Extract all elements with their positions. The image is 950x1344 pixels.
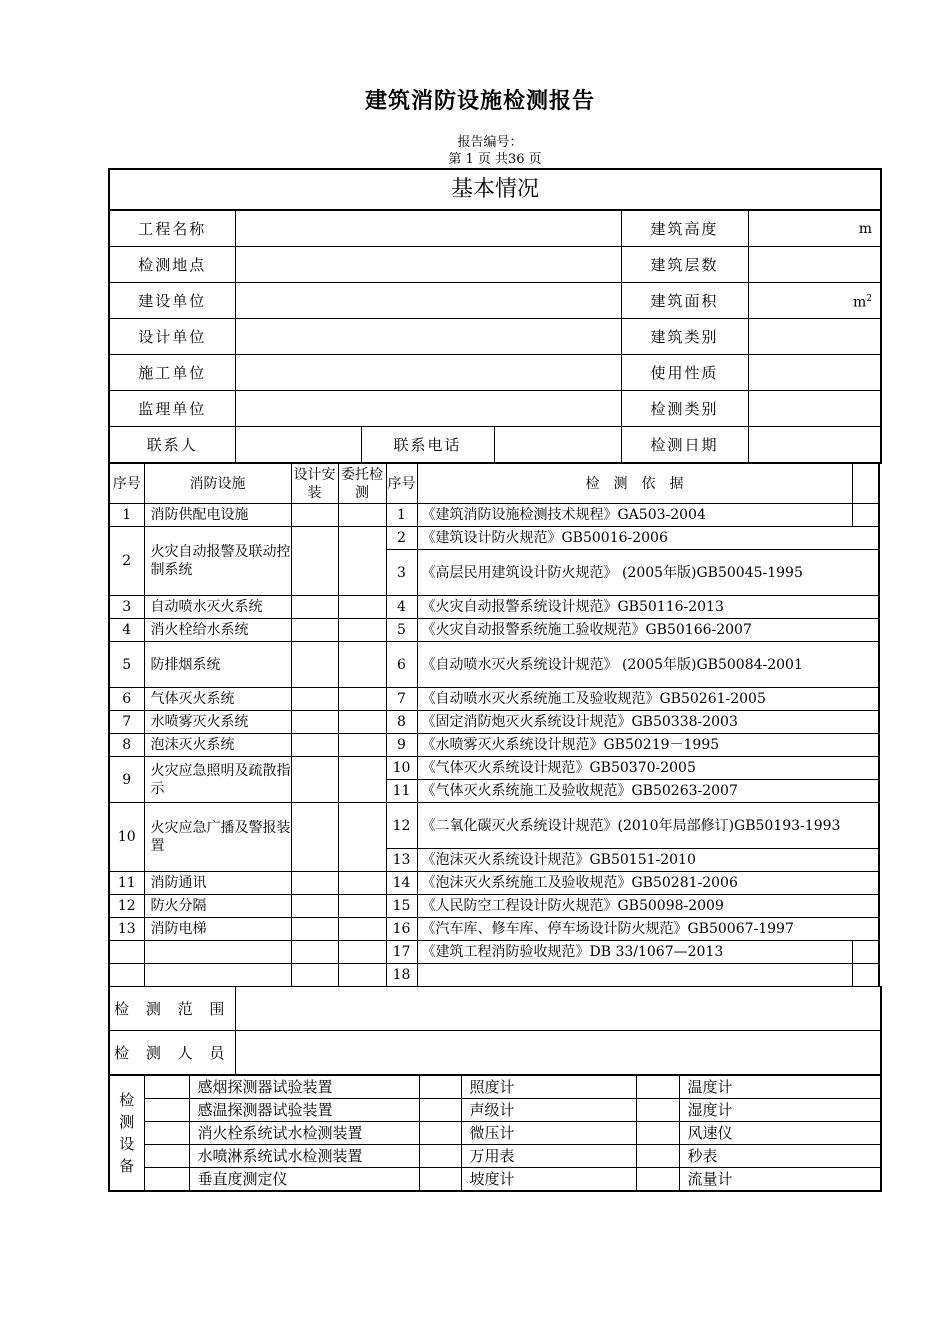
equipment-check[interactable] — [144, 1122, 189, 1145]
ref-text: 《汽车库、修车库、停车场设计防火规范》GB50067-1997 — [417, 918, 879, 941]
ref-text: 《高层民用建筑设计防火规范》 (2005年版)GB50045-1995 — [417, 550, 879, 596]
design-install-check[interactable] — [291, 803, 338, 872]
equipment-check[interactable] — [636, 1168, 679, 1192]
category-value[interactable] — [748, 319, 881, 355]
ref-text[interactable] — [417, 964, 852, 987]
height-value[interactable] — [748, 210, 881, 247]
scope-value[interactable] — [235, 987, 881, 1031]
facility-name: 消火栓给水系统 — [144, 619, 291, 642]
equipment-item: 温度计 — [679, 1076, 881, 1099]
ref-no: 6 — [386, 642, 417, 688]
equipment-item: 坡度计 — [461, 1168, 636, 1192]
ref-no: 11 — [386, 780, 417, 803]
ref-text: 《人民防空工程设计防火规范》GB50098-2009 — [417, 895, 879, 918]
facility-table — [108, 463, 880, 987]
ref-no: 5 — [386, 619, 417, 642]
ref-extra — [852, 504, 879, 527]
equipment-item: 微压计 — [461, 1122, 636, 1145]
commission-test-check[interactable] — [338, 527, 386, 596]
equipment-item: 声级计 — [461, 1099, 636, 1122]
ref-no: 9 — [386, 734, 417, 757]
ref-no: 1 — [386, 504, 417, 527]
facility-name: 泡沫灭火系统 — [144, 734, 291, 757]
equipment-check[interactable] — [144, 1145, 189, 1168]
commission-test-check[interactable] — [338, 619, 386, 642]
header-design-install: 设计安装 — [291, 464, 338, 504]
ref-text: 《建筑设计防火规范》GB50016-2006 — [417, 527, 879, 550]
header-blank — [852, 464, 879, 504]
ref-no: 15 — [386, 895, 417, 918]
equipment-item: 消火栓系统试水检测装置 — [189, 1122, 419, 1145]
equipment-item: 照度计 — [461, 1076, 636, 1099]
ref-no: 2 — [386, 527, 417, 550]
facility-name: 火灾应急照明及疏散指示 — [144, 757, 291, 803]
ref-text: 《水喷雾灭火系统设计规范》GB50219－1995 — [417, 734, 879, 757]
category-label: 建筑类别 — [621, 319, 748, 355]
facility-name: 消防电梯 — [144, 918, 291, 941]
equipment-check[interactable] — [636, 1076, 679, 1099]
ref-text: 《自动喷水灭火系统施工及验收规范》GB50261-2005 — [417, 688, 879, 711]
facility-name-blank[interactable] — [144, 964, 291, 987]
ref-no: 17 — [386, 941, 417, 964]
equipment-item: 感温探测器试验装置 — [189, 1099, 419, 1122]
basic-info-table — [108, 168, 882, 464]
area-unit-sup: 2 — [866, 293, 873, 304]
designer-label: 设计单位 — [109, 319, 235, 355]
commission-test-check[interactable] — [338, 964, 386, 987]
equipment-check[interactable] — [636, 1099, 679, 1122]
facility-no: 12 — [109, 895, 144, 918]
facility-name-blank[interactable] — [144, 941, 291, 964]
commission-test-check[interactable] — [338, 688, 386, 711]
facility-no: 2 — [109, 527, 144, 596]
facility-no: 13 — [109, 918, 144, 941]
ref-no: 7 — [386, 688, 417, 711]
facility-no: 11 — [109, 872, 144, 895]
location-value[interactable] — [235, 247, 621, 283]
facility-name: 火灾自动报警及联动控制系统 — [144, 527, 291, 596]
ref-no: 4 — [386, 596, 417, 619]
usage-value[interactable] — [748, 355, 881, 391]
equipment-check[interactable] — [636, 1122, 679, 1145]
floors-label: 建筑层数 — [621, 247, 748, 283]
ref-no: 8 — [386, 711, 417, 734]
height-label: 建筑高度 — [621, 210, 748, 247]
test-date-value[interactable] — [748, 427, 881, 464]
facility-name: 自动喷水灭火系统 — [144, 596, 291, 619]
contact-value[interactable] — [235, 427, 361, 464]
design-install-check[interactable] — [291, 527, 338, 596]
header-facility: 消防设施 — [144, 464, 291, 504]
header-seq2: 序号 — [386, 464, 417, 504]
design-install-check[interactable] — [291, 504, 338, 527]
ref-no: 18 — [386, 964, 417, 987]
equipment-table — [108, 1075, 882, 1192]
test-type-label: 检测类别 — [621, 391, 748, 427]
builder-label: 建设单位 — [109, 283, 235, 319]
facility-no: 5 — [109, 642, 144, 688]
ref-no: 3 — [386, 550, 417, 596]
project-name-value[interactable] — [235, 210, 621, 247]
facility-name: 水喷雾灭火系统 — [144, 711, 291, 734]
ref-text: 《气体灭火系统施工及验收规范》GB50263-2007 — [417, 780, 879, 803]
designer-value[interactable] — [235, 319, 621, 355]
design-install-check[interactable] — [291, 596, 338, 619]
ref-text: 《泡沫灭火系统施工及验收规范》GB50281-2006 — [417, 872, 879, 895]
test-date-label: 检测日期 — [621, 427, 748, 464]
equipment-check[interactable] — [419, 1076, 461, 1099]
equipment-check[interactable] — [144, 1099, 189, 1122]
phone-value[interactable] — [494, 427, 621, 464]
ref-text: 《火灾自动报警系统施工验收规范》GB50166-2007 — [417, 619, 879, 642]
scope-personnel-table — [108, 986, 882, 1075]
page-info: 第 1 页 共36 页 — [448, 152, 542, 167]
equipment-check[interactable] — [419, 1145, 461, 1168]
commission-test-check[interactable] — [338, 642, 386, 688]
facility-no: 3 — [109, 596, 144, 619]
facility-no-blank — [109, 941, 144, 964]
commission-test-check[interactable] — [338, 895, 386, 918]
design-install-check[interactable] — [291, 688, 338, 711]
height-unit: m — [858, 220, 873, 237]
ref-no: 16 — [386, 918, 417, 941]
facility-no: 1 — [109, 504, 144, 527]
commission-test-check[interactable] — [338, 941, 386, 964]
design-install-check[interactable] — [291, 642, 338, 688]
commission-test-check[interactable] — [338, 872, 386, 895]
equipment-label — [109, 1076, 144, 1192]
location-label: 检测地点 — [109, 247, 235, 283]
header-basis: 检 测 依 据 — [417, 464, 852, 504]
facility-no: 6 — [109, 688, 144, 711]
commission-test-check[interactable] — [338, 918, 386, 941]
basic-section-title: 基本情况 — [109, 169, 881, 210]
design-install-check[interactable] — [291, 619, 338, 642]
facility-name: 气体灭火系统 — [144, 688, 291, 711]
equipment-check[interactable] — [144, 1076, 189, 1099]
ref-text: 《火灾自动报警系统设计规范》GB50116-2013 — [417, 596, 879, 619]
equipment-check[interactable] — [144, 1168, 189, 1192]
commission-test-check[interactable] — [338, 711, 386, 734]
ref-text: 《气体灭火系统设计规范》GB50370-2005 — [417, 757, 879, 780]
report-number: 报告编号： — [457, 135, 523, 150]
commission-test-check[interactable] — [338, 734, 386, 757]
equipment-check[interactable] — [636, 1145, 679, 1168]
equipment-item: 水喷淋系统试水检测装置 — [189, 1145, 419, 1168]
contractor-label: 施工单位 — [109, 355, 235, 391]
header-commission-test: 委托检测 — [338, 464, 386, 504]
facility-no-blank — [109, 964, 144, 987]
phone-label: 联系电话 — [361, 427, 494, 464]
builder-value[interactable] — [235, 283, 621, 319]
equipment-item: 流量计 — [679, 1168, 881, 1192]
design-install-check[interactable] — [291, 872, 338, 895]
test-type-value[interactable] — [748, 391, 881, 427]
equipment-item: 湿度计 — [679, 1099, 881, 1122]
ref-text: 《建筑工程消防验收规范》DB 33/1067—2013 — [417, 941, 852, 964]
ref-extra — [852, 941, 879, 964]
equipment-item: 垂直度测定仪 — [189, 1168, 419, 1192]
commission-test-check[interactable] — [338, 596, 386, 619]
scope-label: 检 测 范 围 — [109, 987, 235, 1031]
ref-no: 14 — [386, 872, 417, 895]
design-install-check[interactable] — [291, 757, 338, 803]
ref-no: 13 — [386, 849, 417, 872]
floors-value[interactable] — [748, 247, 881, 283]
facility-no: 8 — [109, 734, 144, 757]
facility-no: 10 — [109, 803, 144, 872]
equipment-check[interactable] — [419, 1168, 461, 1192]
equipment-item: 秒表 — [679, 1145, 881, 1168]
usage-label: 使用性质 — [621, 355, 748, 391]
ref-text: 《建筑消防设施检测技术规程》GA503-2004 — [417, 504, 852, 527]
supervisor-value[interactable] — [235, 391, 621, 427]
area-value[interactable] — [748, 283, 881, 319]
contractor-value[interactable] — [235, 355, 621, 391]
ref-text: 《固定消防炮灭火系统设计规范》GB50338-2003 — [417, 711, 879, 734]
personnel-value[interactable] — [235, 1031, 881, 1075]
ref-extra — [852, 964, 879, 987]
personnel-label: 检 测 人 员 — [109, 1031, 235, 1075]
commission-test-check[interactable] — [338, 757, 386, 803]
design-install-check[interactable] — [291, 964, 338, 987]
facility-no: 7 — [109, 711, 144, 734]
facility-no: 4 — [109, 619, 144, 642]
header-seq: 序号 — [109, 464, 144, 504]
supervisor-label: 监理单位 — [109, 391, 235, 427]
commission-test-check[interactable] — [338, 803, 386, 872]
facility-name: 防排烟系统 — [144, 642, 291, 688]
ref-text: 《泡沫灭火系统设计规范》GB50151-2010 — [417, 849, 879, 872]
commission-test-check[interactable] — [338, 504, 386, 527]
ref-no: 10 — [386, 757, 417, 780]
equipment-item: 感烟探测器试验装置 — [189, 1076, 419, 1099]
equipment-item: 万用表 — [461, 1145, 636, 1168]
facility-name: 消防供配电设施 — [144, 504, 291, 527]
facility-name: 消防通讯 — [144, 872, 291, 895]
ref-text: 《自动喷水灭火系统设计规范》 (2005年版)GB50084-2001 — [417, 642, 879, 688]
design-install-check[interactable] — [291, 941, 338, 964]
area-label: 建筑面积 — [621, 283, 748, 319]
project-name-label: 工程名称 — [109, 210, 235, 247]
equipment-label-text: 检测设备 — [119, 1091, 135, 1175]
design-install-check[interactable] — [291, 918, 338, 941]
design-install-check[interactable] — [291, 734, 338, 757]
ref-text: 《二氧化碳灭火系统设计规范》(2010年局部修订)GB50193-1993 — [417, 803, 879, 849]
facility-name: 火灾应急广播及警报装置 — [144, 803, 291, 872]
report-title: 建筑消防设施检测报告 — [364, 89, 595, 114]
equipment-item: 风速仪 — [679, 1122, 881, 1145]
contact-label: 联系人 — [109, 427, 235, 464]
design-install-check[interactable] — [291, 711, 338, 734]
design-install-check[interactable] — [291, 895, 338, 918]
facility-no: 9 — [109, 757, 144, 803]
ref-no: 12 — [386, 803, 417, 849]
equipment-check[interactable] — [419, 1122, 461, 1145]
area-unit: m — [853, 294, 867, 311]
equipment-check[interactable] — [419, 1099, 461, 1122]
facility-name: 防火分隔 — [144, 895, 291, 918]
